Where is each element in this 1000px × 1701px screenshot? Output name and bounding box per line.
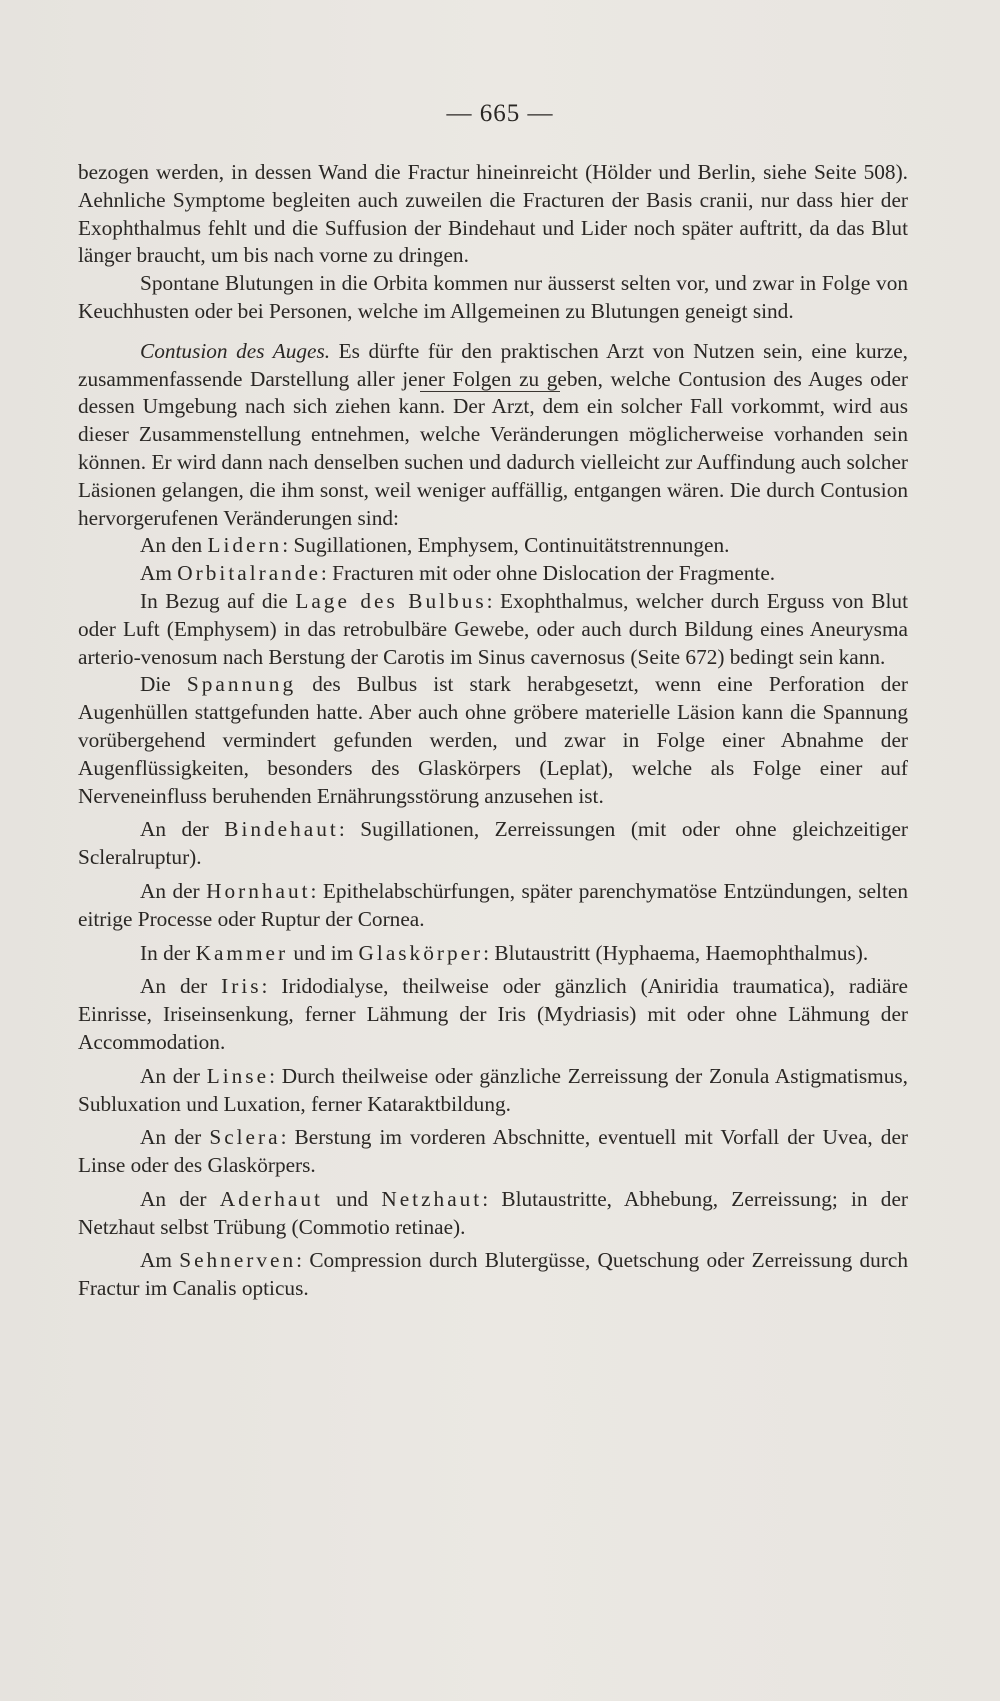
item-lider bbox=[78, 532, 908, 560]
item-label-lage-des-bulbus: Lage des Bulbus bbox=[295, 588, 487, 613]
item-mid: und bbox=[322, 1186, 382, 1211]
item-label-iris: Iris bbox=[221, 974, 262, 999]
item-text: : Durch theilweise oder gänzliche Zerreissung der Zonula Astigmatismus, Subluxation und Luxation, ferner Kataraktbildung. bbox=[78, 1063, 908, 1116]
item-prefix: Die bbox=[140, 672, 187, 697]
item-label-spannung: Spannung bbox=[186, 672, 297, 697]
item-text: : Epithelabschürfungen, später parenchymatöse Entzündungen, selten eitrige Processe oder Ruptur der Cornea. bbox=[78, 878, 908, 931]
item-sclera bbox=[78, 1124, 908, 1180]
item-label-sehnerven: Sehnerven bbox=[179, 1248, 297, 1273]
paragraph-1: bezogen werden, in dessen Wand die Fractur hineinreicht (Hölder und Berlin, siehe Seite 508). Aehnliche Symptome begleiten auch zuweilen die Fracturen der Basis cranii, nur dass hier der Exophthalmus fehlt und die Suffusion der Bindehaut und Lider noch später auftritt, da das Blut länger braucht, um bis nach vorne zu dringen. bbox=[78, 160, 908, 268]
body-text bbox=[78, 159, 908, 1303]
item-label-kammer: Kammer bbox=[195, 940, 289, 965]
item-lage-bulbus bbox=[78, 588, 908, 671]
item-prefix: An den bbox=[140, 533, 208, 558]
item-bindehaut bbox=[78, 816, 908, 872]
item-spannung bbox=[78, 671, 908, 810]
item-label-netzhaut: Netzhaut bbox=[381, 1186, 483, 1211]
item-sehnerv bbox=[78, 1247, 908, 1303]
item-label-orbitalrande: Orbitalrande bbox=[177, 561, 321, 586]
item-prefix: An der bbox=[140, 1125, 210, 1150]
item-text: : Berstung im vorderen Abschnitte, eventuell mit Vorfall der Uvea, der Linse oder des Glaskörpers. bbox=[78, 1125, 909, 1178]
item-prefix: An der bbox=[140, 1186, 220, 1211]
item-prefix: In Bezug auf die bbox=[140, 588, 296, 613]
paragraph-2: Spontane Blutungen in die Orbita kommen nur äusserst selten vor, und zwar in Folge von Keuchhusten oder bei Personen, welche im Allgemeinen zu Blutungen geneigt sind. bbox=[78, 271, 908, 323]
item-orbitalrand bbox=[78, 560, 908, 588]
item-text: : Blutaustritt (Hyphaema, Haemophthalmus). bbox=[483, 940, 869, 965]
item-text: : Exophthalmus, welcher durch Erguss von Blut oder Luft (Emphysem) in das retrobulbäre Gewebe, oder auch durch Bildung eines Aneurysma arterio-venosum nach Berstung der Carotis im Sinus cavernosus (Seite 672) bedingt sein kann. bbox=[78, 588, 908, 669]
item-label-linse: Linse bbox=[206, 1063, 270, 1088]
item-prefix: Am bbox=[140, 561, 178, 586]
item-prefix: An der bbox=[140, 817, 225, 842]
item-label-aderhaut: Aderhaut bbox=[219, 1186, 323, 1211]
item-label-lidern: Lidern bbox=[207, 533, 283, 558]
item-text: : Sugillationen, Zerreissungen (mit oder ohne gleichzeitiger Scleralruptur). bbox=[78, 817, 908, 870]
item-hornhaut bbox=[78, 878, 908, 934]
item-text: : Sugillationen, Emphysem, Continuitätstrennungen. bbox=[282, 533, 730, 558]
item-prefix: An der bbox=[140, 1063, 207, 1088]
item-label-hornhaut: Hornhaut bbox=[206, 878, 311, 903]
page-number: — 665 — bbox=[446, 100, 554, 127]
item-text: : Compression durch Blutergüsse, Quetschung oder Zerreissung durch Fractur im Canalis opticus. bbox=[78, 1248, 908, 1301]
item-text: : Fracturen mit oder ohne Dislocation der Fragmente. bbox=[320, 561, 776, 586]
item-iris bbox=[78, 973, 908, 1056]
item-prefix: An der bbox=[140, 878, 207, 903]
item-mid: und im bbox=[288, 940, 359, 965]
section-heading-contusion: Contusion des Auges. bbox=[140, 338, 331, 363]
item-kammer-glaskoerper bbox=[78, 940, 908, 968]
item-text: des Bulbus ist stark herabgesetzt, wenn eine Perforation der Augenhüllen stattgefunden hatte. Aber auch ohne gröbere materielle Läsion kann die Spannung vorübergehend vermindert gefunden werden, und zwar in Folge einer Abnahme der Augenflüssigkeiten, besonders des Glaskörpers (Leplat), welche als Folge einer auf Nerveneinfluss beruhenden Ernährungsstörung anzusehen ist. bbox=[78, 672, 909, 808]
item-text: : Iridodialyse, theilweise oder gänzlich (Aniridia traumatica), radiäre Einrisse, Iriseinsenkung, ferner Lähmung der Iris (Mydriasis) mit oder ohne Lähmung der Accommodation. bbox=[78, 974, 909, 1054]
paragraph-contusion-text: Es dürfte für den praktischen Arzt von Nutzen sein, eine kurze, zusammenfassende Darstellung aller jener Folgen zu geben, welche Contusion des Auges oder dessen Umgebung nach sich ziehen kann. Der Arzt, dem ein solcher Fall vorkommt, wird aus dieser Zusammenstellung entnehmen, welche Veränderungen möglicherweise vorhanden sein können. Er wird dann nach denselben suchen und dadurch vielleicht zur Auffindung auch solcher Läsionen gelangen, die ihm sonst, weil weniger auffällig, entgangen wären. Die durch Contusion hervorgerufenen Veränderungen sind: bbox=[78, 338, 908, 530]
item-prefix: In der bbox=[140, 940, 196, 965]
item-prefix: An der bbox=[140, 974, 222, 999]
item-linse bbox=[78, 1063, 908, 1119]
item-prefix: Am bbox=[140, 1248, 180, 1273]
item-label-sclera: Sclera bbox=[209, 1125, 281, 1150]
item-label-bindehaut: Bindehaut bbox=[224, 817, 339, 842]
item-aderhaut-netzhaut bbox=[78, 1186, 908, 1242]
item-text: : Blutaustritte, Abhebung, Zerreissung; in der Netzhaut selbst Trübung (Commotio retinae). bbox=[78, 1186, 908, 1239]
paragraph-contusion bbox=[78, 338, 908, 533]
item-label-glaskoerper: Glaskörper bbox=[358, 940, 484, 965]
